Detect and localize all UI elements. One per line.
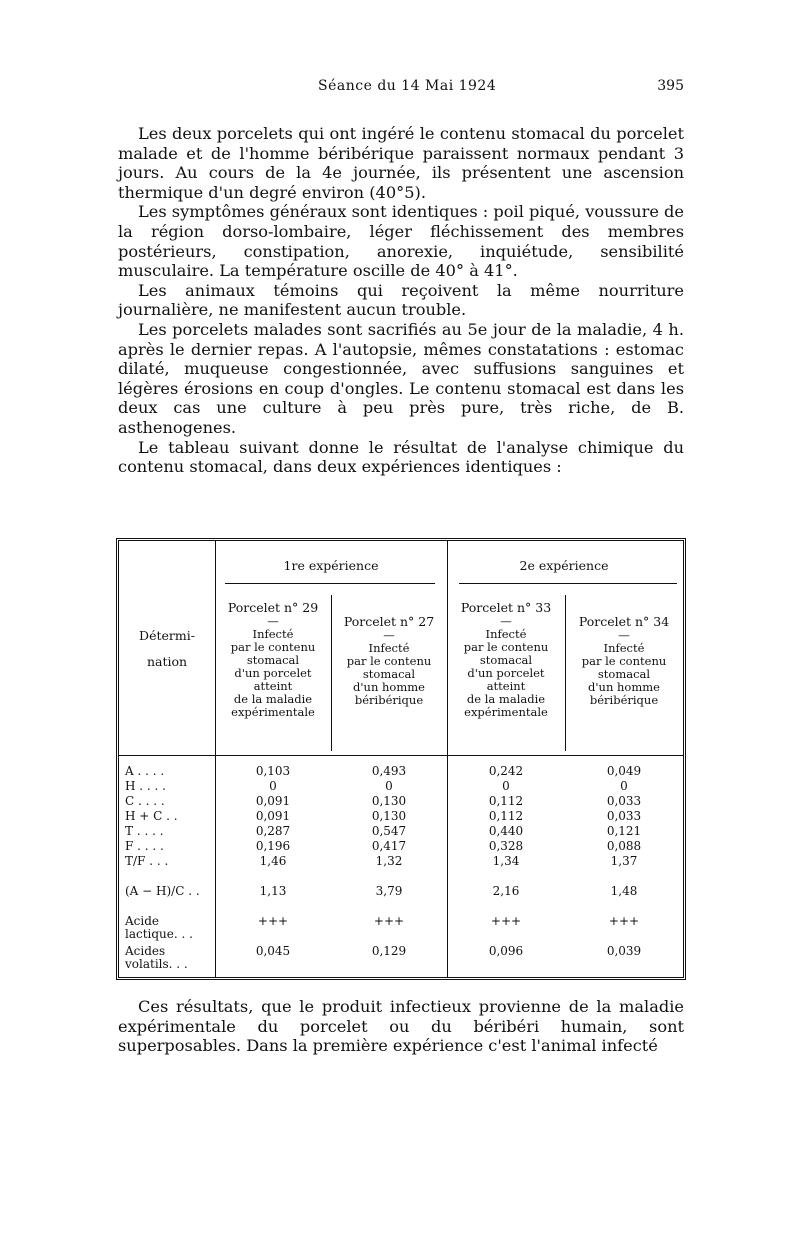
- value-cell: 1,48: [610, 884, 638, 898]
- col4-title: Porcelet n° 34: [578, 614, 670, 629]
- value-cell: 0,287: [255, 824, 291, 838]
- col1-description: — Infecté par le contenu stomacal d'un porcelet atteint de la maladie expérimentale: [230, 614, 316, 719]
- col2-title: Porcelet n° 27: [343, 614, 435, 629]
- value-cell: 0,121: [606, 824, 642, 838]
- value-cell: 0,049: [606, 764, 642, 778]
- paragraph: Ces résultats, que le produit infectieux provienne de la maladie expérimentale du porcelet ou du béribéri humain, sont superposables. Dans la première expérience c'est l'animal infecté: [118, 997, 684, 1056]
- group-rule: [459, 583, 677, 584]
- determination-heading: Détermi- nation: [139, 628, 195, 669]
- value-cell: 0: [620, 779, 628, 793]
- value-cell: 1,13: [259, 884, 287, 898]
- col1-values: [217, 765, 329, 975]
- value-cell: 0,130: [371, 794, 407, 808]
- value-cell: +++: [490, 914, 522, 928]
- table-divider: [331, 595, 332, 751]
- value-cell: 1,46: [259, 854, 287, 868]
- table-divider: [447, 541, 448, 977]
- value-cell: 3,79: [375, 884, 403, 898]
- group-rule: [225, 583, 435, 584]
- row-label: F . . . .: [125, 839, 164, 853]
- value-cell: 0,440: [488, 824, 524, 838]
- page-number: 395: [657, 78, 684, 94]
- value-cell: 0,242: [488, 764, 524, 778]
- value-cell: 0,033: [606, 794, 642, 808]
- col2-description: — Infecté par le contenu stomacal d'un homme béribérique: [346, 628, 432, 707]
- value-cell: 0,129: [371, 944, 407, 958]
- col1-title: Porcelet n° 29: [227, 600, 319, 615]
- value-cell: 0,417: [371, 839, 407, 853]
- value-cell: 0,103: [255, 764, 291, 778]
- col3-values: [449, 765, 563, 975]
- value-cell: 1,34: [492, 854, 520, 868]
- analysis-table: [116, 538, 686, 980]
- row-label: Acides volatils. . .: [125, 944, 188, 972]
- col4-values: [567, 765, 681, 975]
- value-cell: 1,37: [610, 854, 638, 868]
- value-cell: 0,328: [488, 839, 524, 853]
- value-cell: +++: [373, 914, 405, 928]
- top-text-block: [118, 124, 684, 477]
- col4-description: — Infecté par le contenu stomacal d'un homme béribérique: [581, 628, 667, 707]
- bottom-text-block: [118, 997, 684, 1056]
- col2-values: [333, 765, 445, 975]
- value-cell: 0,096: [488, 944, 524, 958]
- row-label: Acide lactique. . .: [125, 914, 193, 942]
- row-label: C . . . .: [125, 794, 165, 808]
- value-cell: +++: [257, 914, 289, 928]
- col3-description: — Infecté par le contenu stomacal d'un porcelet atteint de la maladie expérimentale: [463, 614, 549, 719]
- row-label: H . . . .: [125, 779, 166, 793]
- paragraph: Les symptômes généraux sont identiques : poil piqué, voussure de la région dorso-lombaire, léger fléchissement des membres postérieurs, constipation, anorexie, inquiétude, sensibilité musculaire. La température oscille de 40° à 41°.: [118, 202, 684, 281]
- value-cell: 0,033: [606, 809, 642, 823]
- page-header: [118, 78, 684, 102]
- value-cell: 1,32: [375, 854, 403, 868]
- value-cell: 0: [502, 779, 510, 793]
- value-cell: 0,045: [255, 944, 291, 958]
- paragraph: Le tableau suivant donne le résultat de l'analyse chimique du contenu stomacal, dans deux expériences identiques :: [118, 437, 684, 477]
- row-label: H + C . .: [125, 809, 178, 823]
- value-cell: 0,130: [371, 809, 407, 823]
- value-cell: 0,112: [488, 809, 524, 823]
- running-title: Séance du 14 Mai 1924: [318, 78, 497, 94]
- col3-title: Porcelet n° 33: [460, 600, 552, 615]
- exp1-heading: 1re expérience: [283, 558, 379, 573]
- paragraph: Les animaux témoins qui reçoivent la même nourriture journalière, ne manifestent aucun trouble.: [118, 280, 684, 320]
- value-cell: 0,091: [255, 794, 291, 808]
- row-label: (A − H)/C . .: [125, 884, 200, 898]
- table-rule: [119, 755, 683, 756]
- value-cell: 0,196: [255, 839, 291, 853]
- paragraph: Les porcelets malades sont sacrifiés au 5e jour de la maladie, 4 h. après le dernier repas. A l'autopsie, mêmes constatations : estomac dilaté, muqueuse congestionnée, avec suffusions sanguines et légères érosions en coup d'ongles. Le contenu stomacal est dans les deux cas une culture à peu près pure, très riche, de B. asthenogenes.: [118, 319, 684, 437]
- table-divider: [565, 595, 566, 751]
- row-label: A . . . .: [125, 764, 165, 778]
- value-cell: 0: [269, 779, 277, 793]
- value-cell: 0,112: [488, 794, 524, 808]
- value-cell: 0,493: [371, 764, 407, 778]
- value-cell: 2,16: [492, 884, 520, 898]
- value-cell: 0,091: [255, 809, 291, 823]
- value-cell: 0,088: [606, 839, 642, 853]
- row-label: T . . . .: [125, 824, 164, 838]
- row-label: T/F . . .: [125, 854, 169, 868]
- exp2-heading: 2e expérience: [519, 558, 609, 573]
- paragraph: Les deux porcelets qui ont ingéré le contenu stomacal du porcelet malade et de l'homme béribérique paraissent normaux pendant 3 jours. Au cours de la 4e journée, ils présentent une ascension thermique d'un degré environ (40°5).: [118, 124, 684, 202]
- value-cell: 0,039: [606, 944, 642, 958]
- table-divider: [215, 541, 216, 977]
- value-cell: 0: [385, 779, 393, 793]
- value-cell: +++: [608, 914, 640, 928]
- value-cell: 0,547: [371, 824, 407, 838]
- row-labels: [125, 765, 213, 975]
